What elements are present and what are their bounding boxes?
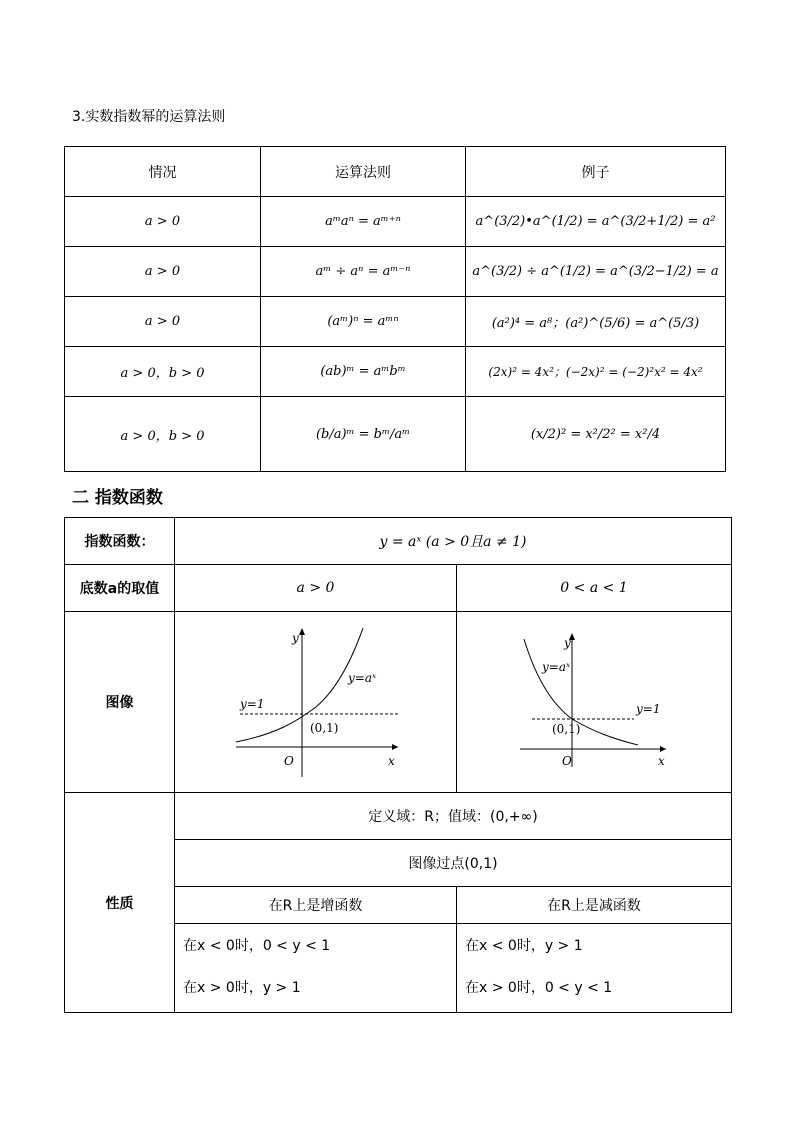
condition-cell: a > 0，b > 0 bbox=[65, 397, 261, 472]
rule-cell: (aᵐ)ⁿ = aᵐⁿ bbox=[261, 297, 466, 347]
rule-cell: aᵐaⁿ = aᵐ⁺ⁿ bbox=[261, 197, 466, 247]
curve-label: y=aˣ bbox=[347, 671, 376, 685]
graph-row bbox=[65, 612, 732, 793]
table-row bbox=[65, 247, 726, 297]
x-axis-label: x bbox=[387, 754, 395, 768]
definition-value: y = aˣ (a > 0且a ≠ 1) bbox=[175, 518, 732, 565]
y-axis-label: y bbox=[291, 631, 299, 645]
condition-cell: a > 0 bbox=[65, 197, 261, 247]
example-cell: (2x)² = 4x²；(−2x)² = (−2)²x² = 4x² bbox=[466, 347, 726, 397]
behavior-line: 在x < 0时，0 < y < 1 bbox=[183, 938, 331, 954]
base-case-decreasing: 0 < a < 1 bbox=[457, 565, 732, 612]
property-label: 性质 bbox=[65, 793, 175, 1013]
graph-cell-decreasing bbox=[457, 612, 732, 793]
line-label: y=1 bbox=[239, 697, 264, 711]
table-row bbox=[65, 197, 726, 247]
domain-range-cell: 定义域：R；值域：(0,+∞) bbox=[175, 793, 732, 840]
decreasing-behavior-cell bbox=[457, 924, 732, 1013]
base-row bbox=[65, 565, 732, 612]
x-axis-label: x bbox=[658, 754, 665, 768]
header-rule: 运算法则 bbox=[261, 147, 466, 197]
y-axis-arrow bbox=[299, 628, 305, 635]
x-axis-arrow bbox=[392, 744, 398, 750]
section-heading: 二 指数函数 bbox=[72, 488, 163, 508]
example-cell: a^(3/2)•a^(1/2) = a^(3/2+1/2) = a² bbox=[466, 197, 726, 247]
behavior-line: 在x > 0时，0 < y < 1 bbox=[465, 980, 613, 996]
section-title: 3.实数指数幂的运算法则 bbox=[72, 109, 226, 125]
definition-label: 指数函数： bbox=[65, 518, 175, 565]
origin-label: O bbox=[283, 754, 294, 768]
header-condition: 情况 bbox=[65, 147, 261, 197]
example-cell: a^(3/2) ÷ a^(1/2) = a^(3/2−1/2) = a bbox=[466, 247, 726, 297]
property-row bbox=[65, 793, 732, 840]
behavior-line: 在x < 0时，y > 1 bbox=[465, 938, 583, 954]
increasing-exponential-graph bbox=[226, 622, 406, 782]
x-axis-arrow bbox=[660, 746, 666, 752]
table-header-row bbox=[65, 147, 726, 197]
exponential-curve bbox=[524, 639, 638, 745]
graph-cell-increasing bbox=[175, 612, 457, 793]
base-label: 底数a的取值 bbox=[65, 565, 175, 612]
definition-row bbox=[65, 518, 732, 565]
example-cell: (x/2)² = x²/2² = x²/4 bbox=[466, 397, 726, 472]
example-cell: (a²)⁴ = a⁸；(a²)^(5/6) = a^(5/3) bbox=[466, 297, 726, 347]
increasing-cell: 在R上是增函数 bbox=[175, 887, 457, 924]
y-axis-label: y bbox=[564, 636, 571, 650]
behavior-line: 在x > 0时，y > 1 bbox=[183, 980, 301, 996]
point-label: (0,1) bbox=[309, 721, 338, 735]
table-row bbox=[65, 297, 726, 347]
exponential-curve bbox=[236, 628, 363, 742]
origin-label: O bbox=[562, 754, 572, 768]
condition-cell: a > 0 bbox=[65, 297, 261, 347]
curve-label: y=aˣ bbox=[542, 660, 571, 674]
point-label: (0,1) bbox=[552, 722, 581, 736]
table-row bbox=[65, 347, 726, 397]
increasing-behavior-cell bbox=[175, 924, 457, 1013]
table-row bbox=[65, 397, 726, 472]
exponent-rules-table bbox=[64, 146, 726, 472]
rule-cell: (ab)ᵐ = aᵐbᵐ bbox=[261, 347, 466, 397]
passes-point-cell: 图像过点(0,1) bbox=[175, 840, 732, 887]
exponential-function-table bbox=[64, 517, 732, 1013]
decreasing-exponential-graph bbox=[514, 627, 674, 777]
graph-label: 图像 bbox=[65, 612, 175, 793]
condition-cell: a > 0 bbox=[65, 247, 261, 297]
header-example: 例子 bbox=[466, 147, 726, 197]
rule-cell: aᵐ ÷ aⁿ = aᵐ⁻ⁿ bbox=[261, 247, 466, 297]
condition-cell: a > 0，b > 0 bbox=[65, 347, 261, 397]
rule-cell: (b/a)ᵐ = bᵐ/aᵐ bbox=[261, 397, 466, 472]
line-label: y=1 bbox=[636, 702, 661, 716]
decreasing-cell: 在R上是减函数 bbox=[457, 887, 732, 924]
base-case-increasing: a > 0 bbox=[175, 565, 457, 612]
